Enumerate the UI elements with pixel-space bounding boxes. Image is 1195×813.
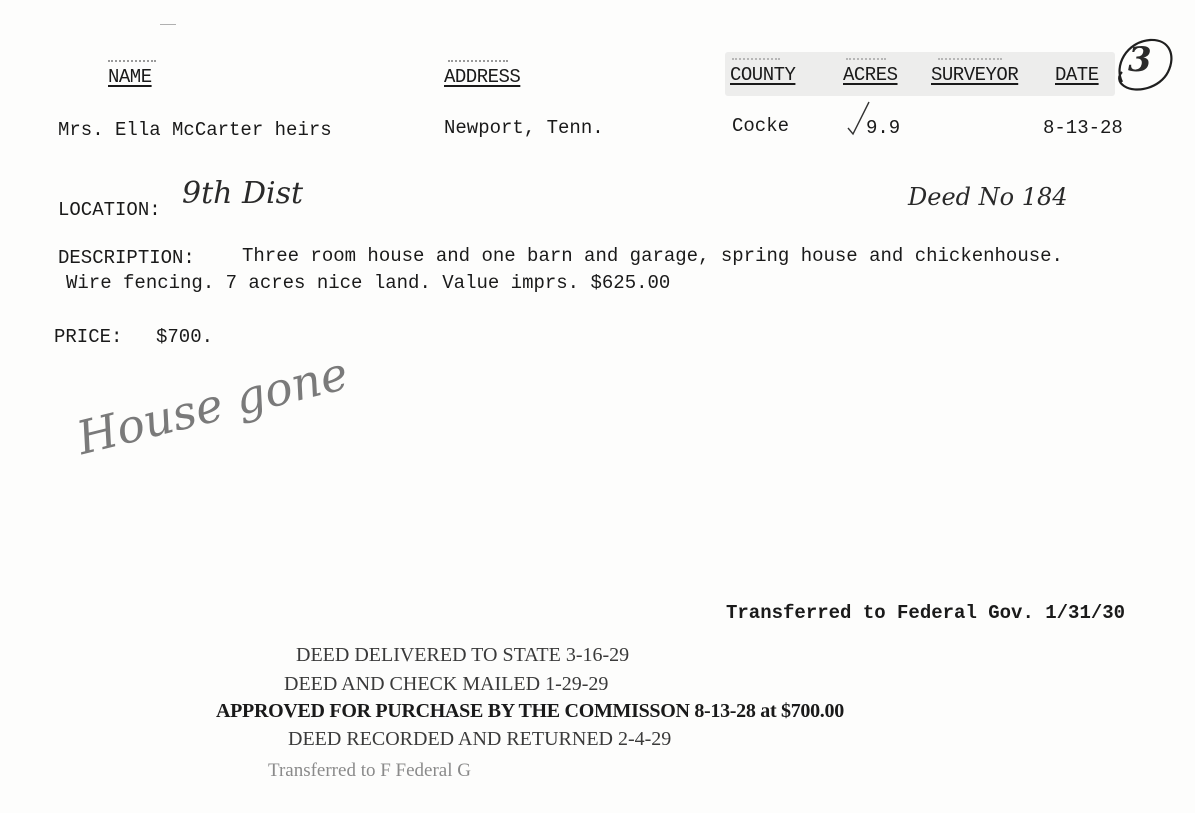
tract-number: 3 bbox=[1128, 40, 1152, 80]
price-value: $700. bbox=[156, 326, 214, 348]
handwritten-note: House gone bbox=[71, 345, 354, 466]
location-label: LOCATION: bbox=[58, 199, 161, 221]
transfer-note: Transferred to Federal Gov. 1/31/30 bbox=[726, 602, 1126, 624]
stamp-deed-check-mailed: DEED AND CHECK MAILED 1-29-29 bbox=[284, 673, 609, 695]
header-surveyor: SURVEYOR bbox=[931, 64, 1019, 86]
header-address: ADDRESS bbox=[444, 66, 521, 88]
location-value: 9th Dist bbox=[182, 176, 304, 211]
deed-number-note: Deed No 184 bbox=[908, 183, 1068, 211]
date-value: 8-13-28 bbox=[1043, 117, 1123, 139]
header-name: NAME bbox=[108, 66, 152, 88]
price-label: PRICE: bbox=[54, 326, 123, 348]
owner-name: Mrs. Ella McCarter heirs bbox=[58, 119, 332, 141]
description-line-1: Three room house and one barn and garage, spring house and chickenhouse. bbox=[242, 245, 1063, 267]
description-line-2: Wire fencing. 7 acres nice land. Value imprs. $625.00 bbox=[66, 272, 671, 294]
stamp-approved: APPROVED FOR PURCHASE BY THE COMMISSON 8-13-28 at $700.00 bbox=[216, 700, 844, 722]
header-date: DATE bbox=[1055, 64, 1099, 86]
header-county: COUNTY bbox=[730, 64, 796, 86]
county-value: Cocke bbox=[732, 115, 790, 137]
acres-value: 9.9 bbox=[866, 117, 901, 139]
stamp-deed-recorded: DEED RECORDED AND RETURNED 2-4-29 bbox=[288, 728, 672, 750]
scan-mark bbox=[160, 24, 176, 25]
header-acres: ACRES bbox=[843, 64, 898, 86]
description-label: DESCRIPTION: bbox=[58, 247, 195, 269]
stamp-transferred-faint: Transferred to F Federal G bbox=[268, 760, 471, 781]
stamp-deed-delivered: DEED DELIVERED TO STATE 3-16-29 bbox=[296, 644, 630, 666]
scan-dots bbox=[108, 60, 156, 62]
scan-dots bbox=[448, 60, 508, 62]
owner-address: Newport, Tenn. bbox=[444, 117, 604, 139]
